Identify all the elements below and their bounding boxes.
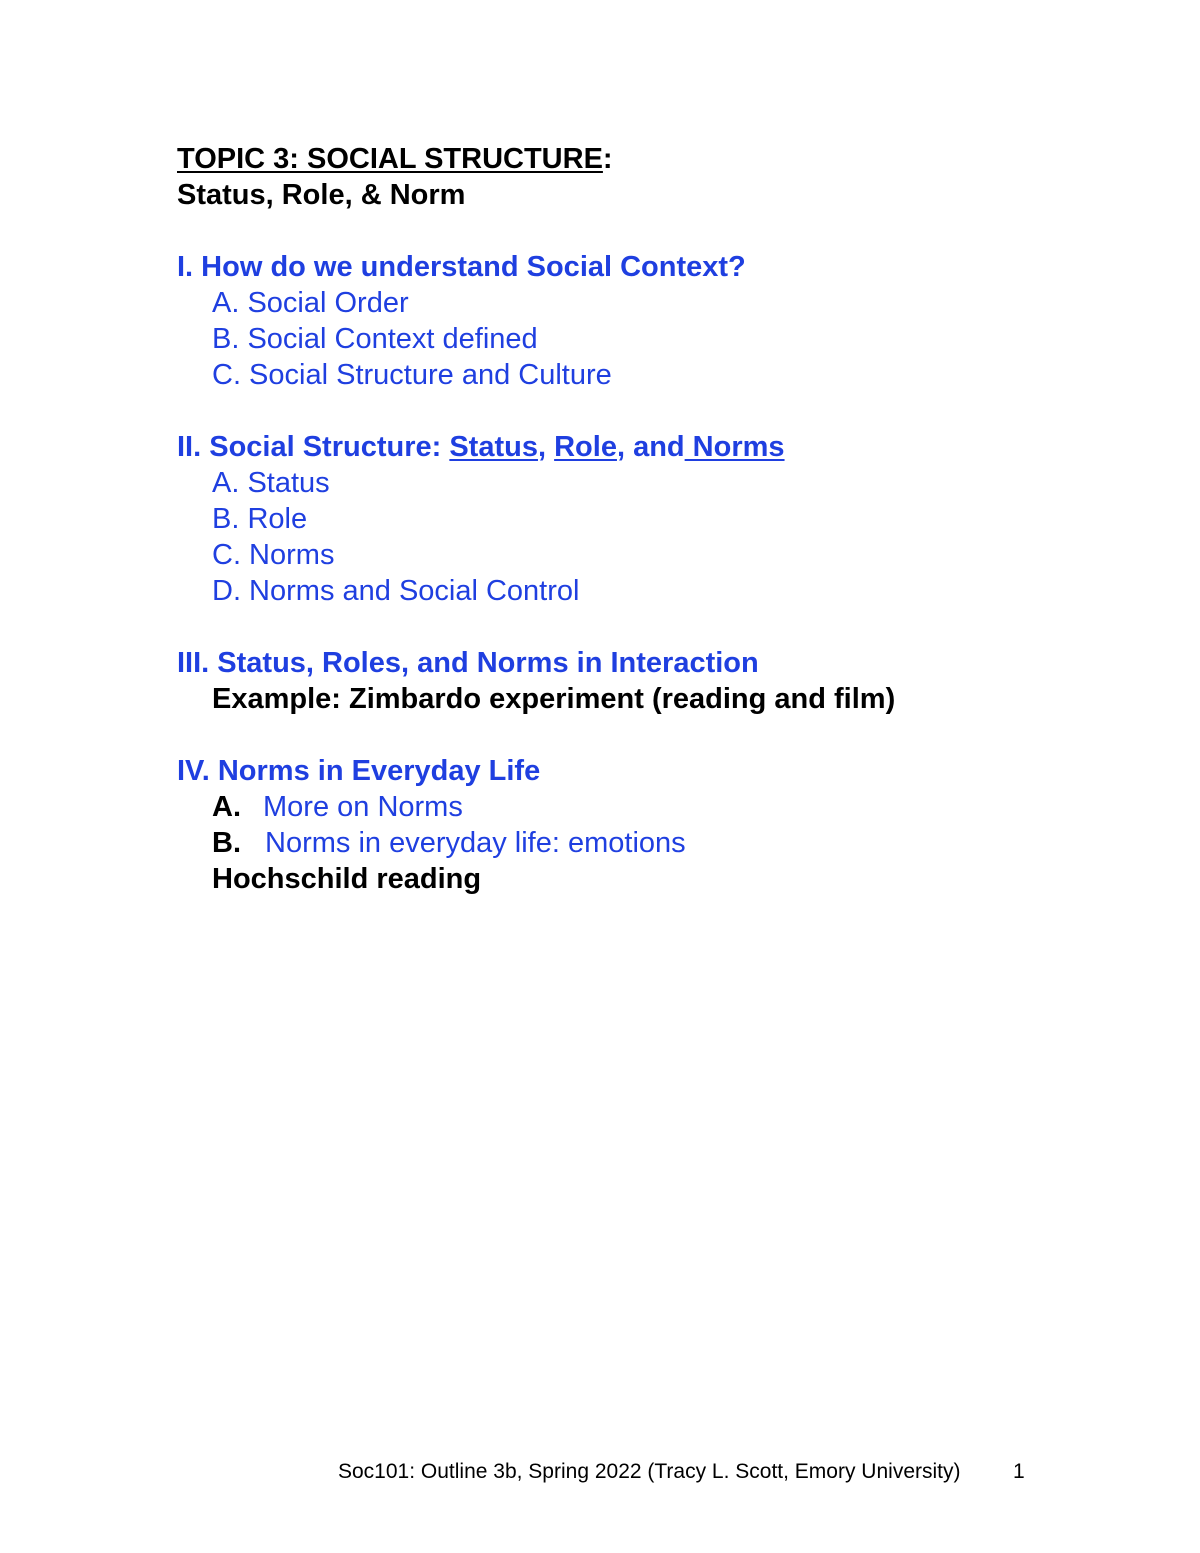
section-2-heading-status: Status (449, 431, 538, 463)
section-2-item-a: A. Status (212, 467, 330, 499)
section-2-heading (177, 429, 785, 465)
section-3-heading: III. Status, Roles, and Norms in Interaction (177, 647, 759, 679)
section-4-note: Hochschild reading (212, 863, 482, 895)
section-2-item-c: C. Norms (212, 539, 335, 571)
section-2-heading-role: Role (554, 431, 617, 463)
section-1-heading: I. How do we understand Social Context? (177, 251, 746, 283)
document-title (177, 141, 613, 177)
section-2-heading-sep1: , (537, 431, 555, 463)
section-2-heading-sep2: , and (616, 431, 685, 463)
title-colon: : (602, 143, 613, 175)
section-4-item-a-text: More on Norms (263, 791, 463, 823)
section-2-heading-prefix: II. Social Structure: (177, 431, 450, 463)
section-1-item-a: A. Social Order (212, 287, 409, 319)
topic-title: TOPIC 3: SOCIAL STRUCTURE (177, 143, 603, 175)
section-4-item-a (212, 789, 463, 825)
section-4-item-b (212, 825, 686, 861)
section-1-item-c: C. Social Structure and Culture (212, 359, 612, 391)
section-4-item-b-label: B. (212, 827, 241, 859)
section-2-item-b: B. Role (212, 503, 308, 535)
section-4-item-b-text: Norms in everyday life: emotions (265, 827, 686, 859)
section-3-example: Example: Zimbardo experiment (reading and film) (212, 683, 896, 715)
page-number: 1 (1013, 1460, 1025, 1483)
section-4-item-a-label: A. (212, 791, 241, 823)
section-2-heading-norms: Norms (684, 431, 785, 463)
section-2-item-d: D. Norms and Social Control (212, 575, 580, 607)
section-1-item-b: B. Social Context defined (212, 323, 538, 355)
page-footer: Soc101: Outline 3b, Spring 2022 (Tracy L. Scott, Emory University) (338, 1460, 961, 1483)
document-subtitle: Status, Role, & Norm (177, 179, 466, 211)
section-4-heading: IV. Norms in Everyday Life (177, 755, 541, 787)
